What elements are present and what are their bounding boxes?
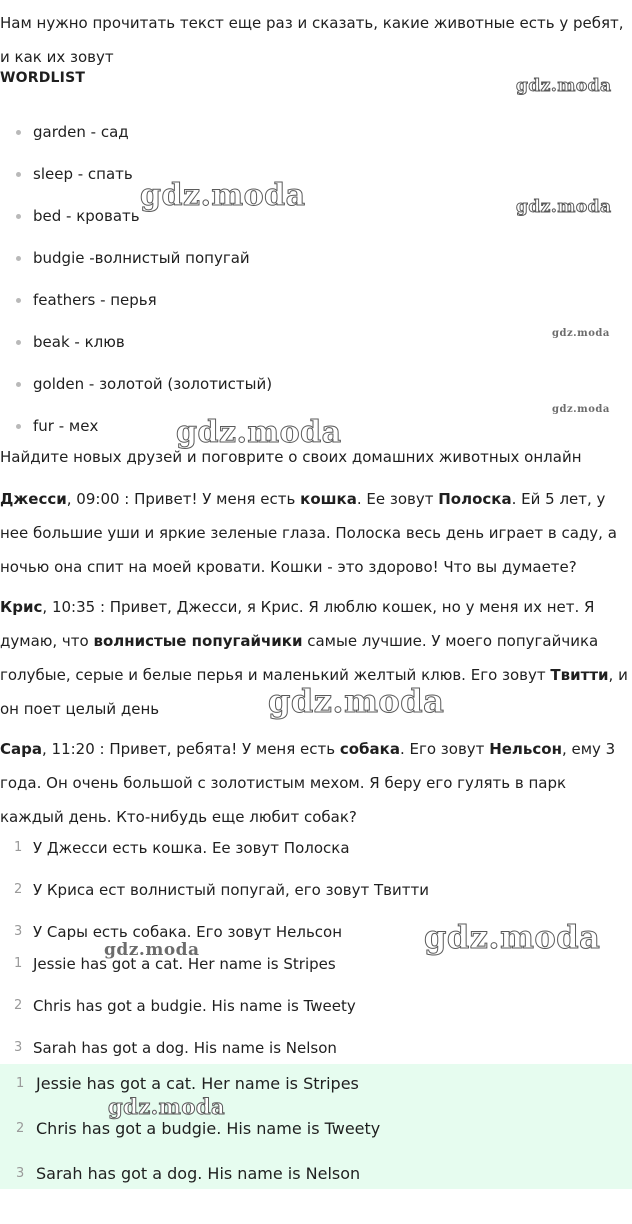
bullet-icon	[16, 340, 21, 345]
wordlist	[0, 112, 632, 448]
list-item: 1 У Джесси есть кошка. Ее зовут Полоска	[14, 839, 350, 857]
list-item: 1 Jessie has got a cat. Her name is Stripes	[16, 1074, 359, 1093]
list-item: 3 Sarah has got a dog. His name is Nelson	[14, 1039, 337, 1057]
intro-text: Нам нужно прочитать текст еще раз и сказать, какие животные есть у ребят, и как их зовут	[0, 14, 624, 66]
list-item: 2 У Криса ест волнистый попугай, его зовут Твитти	[14, 881, 429, 899]
post-chris: Крис, 10:35 : Привет, Джесси, я Крис. Я люблю кошек, но у меня их нет. Я думаю, что волнистые попугайчики самые лучшие. У моего попугайчика голубые, серые и белые перья и маленький желтый клюв. Его зовут Твитти, и он поет целый день	[0, 598, 628, 718]
list-item: 2 Chris has got a budgie. His name is Tweety	[16, 1119, 381, 1138]
post-jessie: Джесси, 09:00 : Привет! У меня есть кошка. Ее зовут Полоска. Ей 5 лет, у нее большие уши и яркие зеленые глаза. Полоска весь день играет в саду, а ночью она спит на моей кровати. Кошки - это здорово! Что вы думаете?	[0, 490, 617, 576]
bullet-icon	[16, 130, 21, 135]
bullet-icon	[16, 382, 21, 387]
answers-english	[0, 944, 632, 1070]
list-item: 1 Jessie has got a cat. Her name is Stripes	[14, 955, 336, 973]
watermark-logo: gdz.moda	[108, 1094, 226, 1119]
answers-highlighted-list	[0, 1066, 632, 1201]
bullet-icon	[16, 256, 21, 261]
watermark-logo: gdz.moda	[140, 178, 306, 213]
list-item: beak - клюв	[0, 322, 632, 364]
highlighted-answers	[0, 1064, 632, 1189]
list-item: 3 У Сары есть собака. Его зовут Нельсон	[14, 923, 343, 941]
watermark-logo: gdz.moda	[176, 415, 342, 450]
watermark-logo: gdz.moda	[552, 404, 610, 415]
bullet-icon	[16, 424, 21, 429]
task-text: Найдите новых друзей и поговрите о своих домашних животных онлайн	[0, 448, 582, 466]
answers-russian	[0, 828, 632, 954]
list-item: 2 Chris has got a budgie. His name is Tweety	[14, 997, 356, 1015]
bullet-icon	[16, 172, 21, 177]
author-name: Сара	[0, 740, 42, 758]
watermark-logo: gdz.moda	[516, 76, 612, 96]
watermark-logo: gdz.moda	[104, 940, 200, 960]
watermark-logo: gdz.moda	[552, 328, 610, 339]
list-item: fur - мех	[0, 406, 632, 448]
post-sarah: Сара, 11:20 : Привет, ребята! У меня есть собака. Его зовут Нельсон, ему 3 года. Он очень большой с золотистым мехом. Я беру его гулять в парк каждый день. Кто-нибудь еще любит собак?	[0, 740, 616, 826]
author-name: Крис	[0, 598, 43, 616]
watermark-logo: gdz.moda	[424, 918, 601, 956]
list-item: 3 Sarah has got a dog. His name is Nelson	[16, 1164, 361, 1183]
list-item: golden - золотой (золотистый)	[0, 364, 632, 406]
list-item: garden - сад	[0, 112, 632, 154]
watermark-logo: gdz.moda	[516, 197, 612, 217]
list-item: sleep - спать	[0, 154, 632, 196]
bullet-icon	[16, 298, 21, 303]
wordlist-heading: WORDLIST	[0, 70, 86, 86]
author-name: Джесси	[0, 490, 67, 508]
list-item: feathers - перья	[0, 280, 632, 322]
list-item: bed - кровать	[0, 196, 632, 238]
bullet-icon	[16, 214, 21, 219]
watermark-logo: gdz.moda	[268, 682, 445, 720]
list-item: budgie -волнистый попугай	[0, 238, 632, 280]
